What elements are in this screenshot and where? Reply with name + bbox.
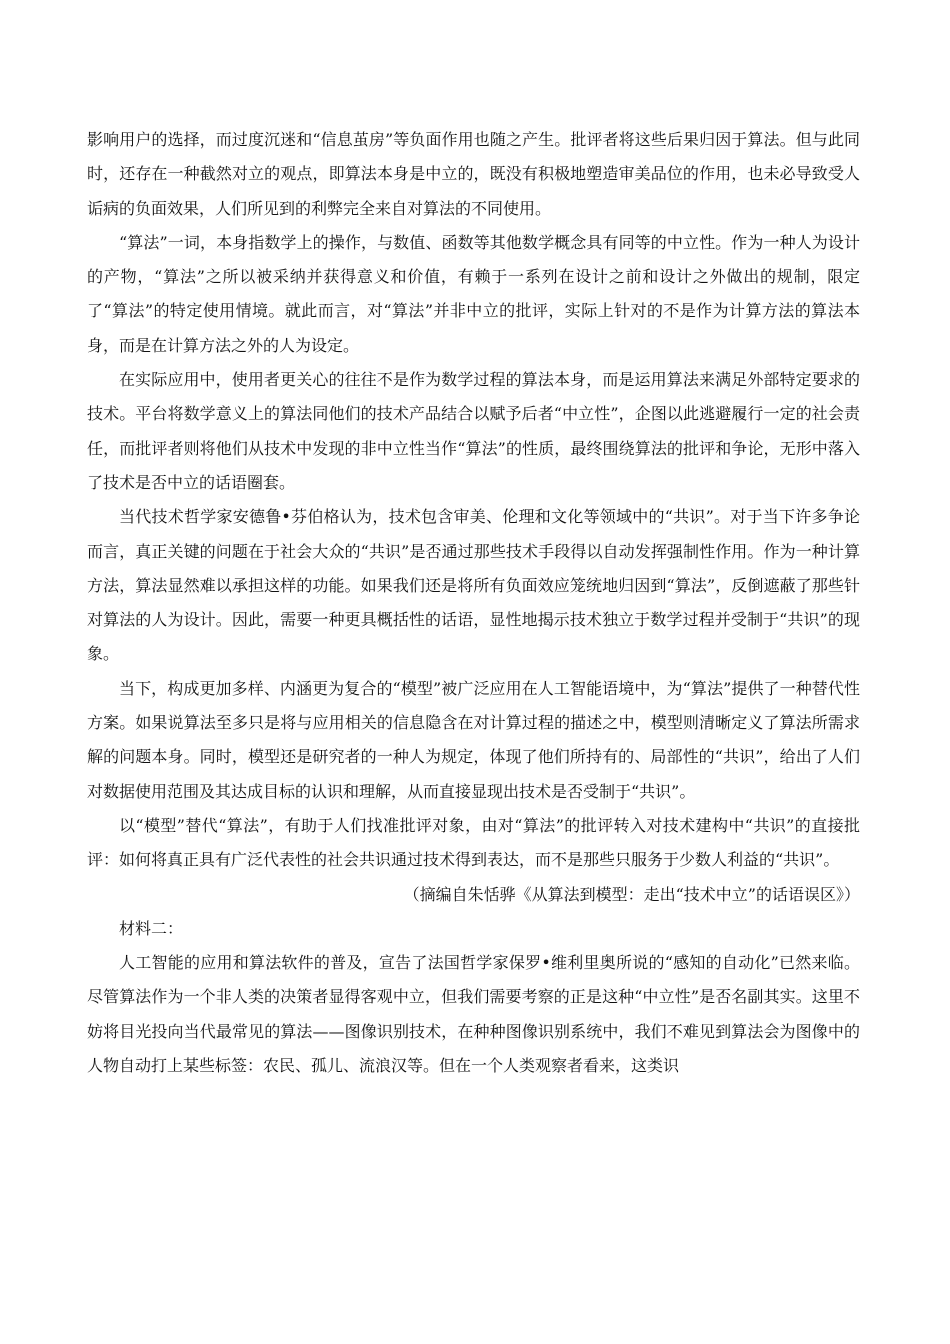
paragraph-1: 影响用户的选择，而过度沉迷和“信息茧房”等负面作用也随之产生。批评者将这些后果归因于算法。但与此同时，还存在一种截然对立的观点，即算法本身是中立的，既没有积极地塑造审美品位的作用，也未必导致受人诟病的负面效果，人们所见到的利弊完全来自对算法的不同使用。 xyxy=(87,130,860,218)
material-two-label: 材料二： xyxy=(119,918,184,938)
material-two-paragraph-1: 人工智能的应用和算法软件的普及，宣告了法国哲学家保罗•维利里奥所说的“感知的自动化”已然来临。尽管算法作为一个非人类的决策者显得客观中立，但我们需要考察的正是这种“中立性”是否名副其实。这里不妨将目光投向当代最常见的算法——图像识别技术，在种种图像识别系统中，我们不难见到算法会为图像中的人物自动打上某些标签：农民、孤儿、流浪汉等。但在一个人类观察者看来，这类识 xyxy=(87,953,860,1076)
paragraph-4: 当代技术哲学家安德鲁•芬伯格认为，技术包含审美、伦理和文化等领域中的“共识”。对于当下许多争论而言，真正关键的问题在于社会大众的“共识”是否通过那些技术手段得以自动发挥强制性作用。作为一种计算方法，算法显然难以承担这样的功能。如果我们还是将所有负面效应笼统地归因到“算法”，反倒遮蔽了那些针对算法的人为设计。因此，需要一种更具概括性的话语，显性地揭示技术独立于数学过程并受制于“共识”的现象。 xyxy=(87,507,860,664)
document-body xyxy=(87,123,860,1083)
source-citation: （摘编自朱恬骅《从算法到模型：走出“技术中立”的话语误区》） xyxy=(403,884,860,904)
paragraph-6: 以“模型”替代“算法”，有助于人们找准批评对象，由对“算法”的批评转入对技术建构中“共识”的直接批评：如何将真正具有广泛代表性的社会共识通过技术得到表达，而不是那些只服务于少数人利益的“共识”。 xyxy=(87,815,860,870)
paragraph-5: 当下，构成更加多样、内涵更为复合的“模型”被广泛应用在人工智能语境中，为“算法”提供了一种替代性方案。如果说算法至多只是将与应用相关的信息隐含在对计算过程的描述之中，模型则清晰定义了算法所需求解的问题本身。同时，模型还是研究者的一种人为规定，体现了他们所持有的、局部性的“共识”，给出了人们对数据使用范围及其达成目标的认识和理解，从而直接显现出技术是否受制于“共识”。 xyxy=(87,678,860,801)
paragraph-2: “算法”一词，本身指数学上的操作，与数值、函数等其他数学概念具有同等的中立性。作为一种人为设计的产物，“算法”之所以被采纳并获得意义和价值，有赖于一系列在设计之前和设计之外做出的规制，限定了“算法”的特定使用情境。就此而言，对“算法”并非中立的批评，实际上针对的不是作为计算方法的算法本身，而是在计算方法之外的人为设定。 xyxy=(87,232,860,355)
paragraph-3: 在实际应用中，使用者更关心的往往不是作为数学过程的算法本身，而是运用算法来满足外部特定要求的技术。平台将数学意义上的算法同他们的技术产品结合以赋予后者“中立性”，企图以此逃避履行一定的社会责任，而批评者则将他们从技术中发现的非中立性当作“算法”的性质，最终围绕算法的批评和争论，无形中落入了技术是否中立的话语圈套。 xyxy=(87,370,860,492)
